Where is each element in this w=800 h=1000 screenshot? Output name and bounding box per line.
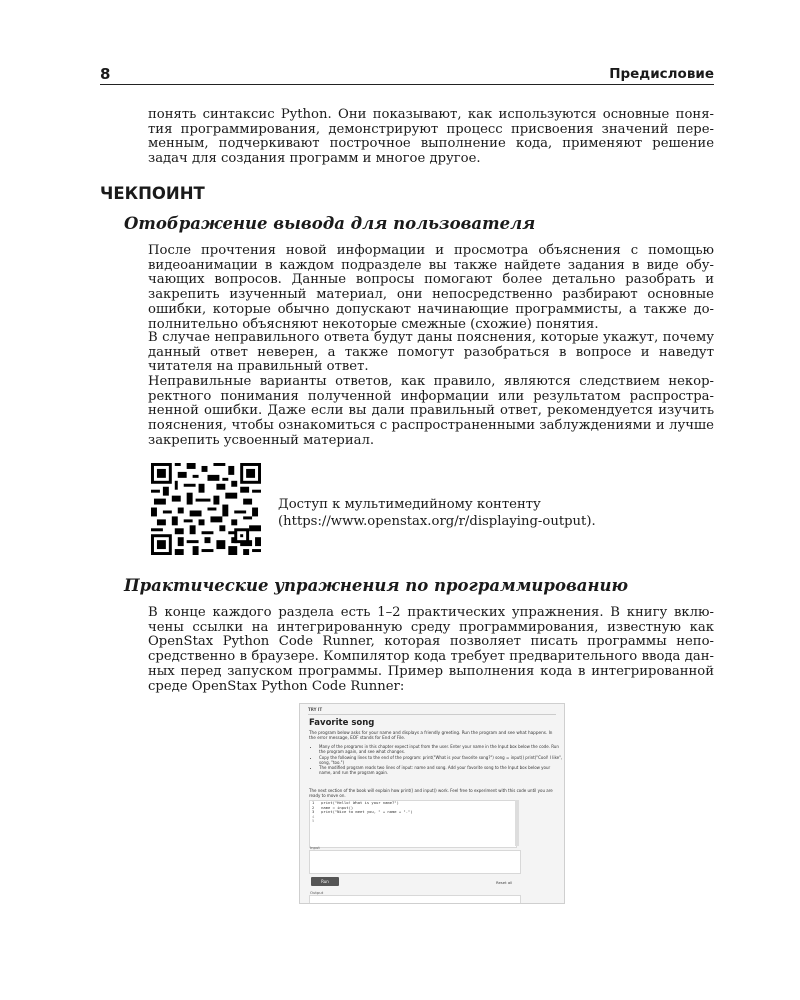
qr-caption (278, 496, 596, 530)
input-box[interactable] (309, 850, 521, 874)
checkpoint-subheading: Отображение вывода для пользователя (124, 214, 536, 233)
code-line: 5 (312, 818, 315, 824)
checkpoint-paragraph-1: После прочтения новой информации и просмотра объяснения с помощью видеоанимации в каждом подразделе вы также найдете задания в виде обучающих вопросов. Данные вопросы помогают более детально разобрать и закрепить изученный материал, они непосредственно разбирают основные ошибки, которые обычно допускают начинающие программисты, а также дополнительно объясняют некоторые смежные (схожие) понятия. (148, 243, 714, 332)
input-label: Input (310, 845, 320, 850)
code-line: 4 (312, 813, 315, 819)
exercise-title: Favorite song (309, 718, 375, 728)
code-line: 3 print("Nice to meet you, " + name + ".") (312, 809, 413, 815)
qr-code-icon[interactable] (151, 463, 261, 555)
list-item: • The modified program reads two lines of input: name and song. Add your favorite song to the Input box below your name, and run the program again. (319, 765, 563, 775)
divider (308, 714, 556, 715)
page-header (100, 64, 714, 85)
run-button[interactable]: Run (311, 877, 339, 886)
running-title: Предисловие (609, 66, 714, 82)
instruction-list (309, 744, 563, 776)
practice-subheading: Практические упражнения по программированию (124, 576, 629, 595)
reset-all-link[interactable]: Reset all (496, 880, 513, 885)
qr-caption-link[interactable]: (https://www.openstax.org/r/displaying-output). (278, 514, 596, 529)
page-number: 8 (100, 65, 111, 83)
code-editor[interactable] (309, 800, 517, 848)
next-section-note: The next section of the book will explain how print() and input() work. Feel free to experiment with this code until you are ready to move on. (309, 788, 553, 798)
exercise-description: The program below asks for your name and displays a friendly greeting. Run the program and see what happens. In the error message, EOF stands for End of File. (309, 730, 553, 741)
intro-paragraph: понять синтаксис Python. Они показывают, как используются основные понятия программирования, демонстрируют процесс присвоения значений переменным, подчеркивают построчное выполнение кода, применяют решение задач для создания программ и многое другое. (148, 107, 714, 167)
code-line: 1 print("Hello! What is your name?") (312, 800, 399, 805)
checkpoint-heading: ЧЕКПОИНТ (100, 184, 205, 203)
code-line: 2 name = input() (312, 804, 354, 810)
try-it-label: TRY IT (308, 707, 323, 712)
editor-scrollbar[interactable] (515, 800, 519, 846)
output-box (309, 895, 521, 904)
code-runner-screenshot (299, 703, 565, 904)
output-label: Output (310, 890, 324, 895)
list-item: • Copy the following lines to the end of the program: print("What is your favorite song?") song = input() print("Cool! I like", song, "too.") (319, 755, 563, 765)
practice-paragraph: В конце каждого раздела есть 1–2 практических упражнения. В книгу включены ссылки на интегрированную среду программирования, известную как OpenStax Python Code Runner, которая позволяет писать программы непосредственно в браузере. Компилятор кода требует предварительного ввода данных перед запуском программы. Пример выполнения кода в интегрированной среде OpenStax Python Code Runner: (148, 605, 714, 694)
list-item: • Many of the programs in this chapter expect input from the user. Enter your name in the Input box below the code. Run the program again, and see what changes. (319, 744, 563, 754)
checkpoint-paragraph-2: В случае неправильного ответа будут даны пояснения, которые укажут, почему данный ответ неверен, а также помогут разобраться в вопросе и наведут читателя на правильный ответ. (148, 330, 714, 375)
qr-caption-line1: Доступ к мультимедийному контенту (278, 497, 541, 512)
checkpoint-paragraph-3: Неправильные варианты ответов, как правило, являются следствием некорректного понимания полученной информации или результатом распространенной ошибки. Даже если вы дали правильный ответ, рекомендуется изучить пояснения, чтобы ознакомиться с распространенными заблуждениями и лучше закрепить усвоенный материал. (148, 374, 714, 448)
